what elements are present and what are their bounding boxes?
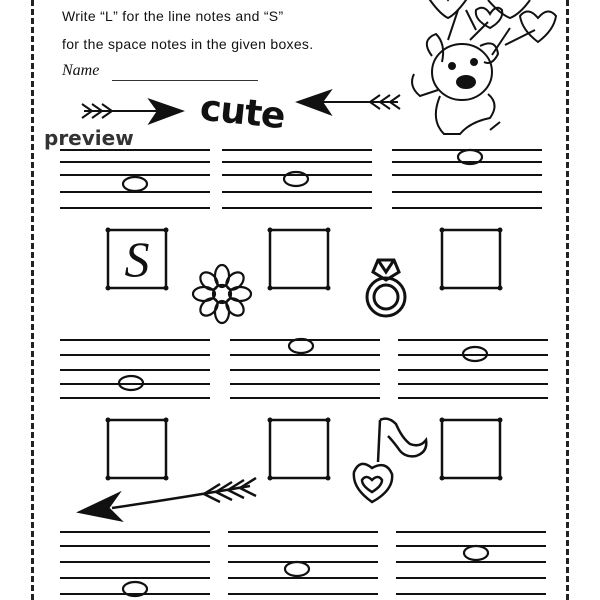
long-arrow-icon — [80, 478, 256, 520]
staff-1 — [60, 150, 210, 208]
heart-music-note-icon — [354, 419, 426, 502]
ring-icon — [367, 260, 405, 316]
staff-6 — [398, 340, 548, 398]
arrow-right-icon — [82, 100, 182, 123]
staff-7 — [60, 532, 210, 594]
arrow-left-icon — [298, 91, 400, 114]
notes — [119, 150, 488, 596]
name-label: Name — [62, 62, 100, 79]
instruction-line-2: for the space notes in the given boxes. — [62, 36, 314, 52]
example-answer-letter: S — [124, 231, 150, 287]
dog-with-balloons-icon — [412, 0, 556, 134]
instruction-line-1: Write “L” for the line notes and “S” — [62, 8, 284, 24]
staff-5 — [230, 340, 380, 398]
flower-icon — [193, 265, 251, 323]
staff-9 — [396, 532, 546, 594]
preview-watermark: preview — [44, 126, 134, 150]
staff-2 — [222, 150, 372, 208]
staff-3 — [392, 150, 542, 208]
cute-title: cute — [198, 87, 287, 138]
